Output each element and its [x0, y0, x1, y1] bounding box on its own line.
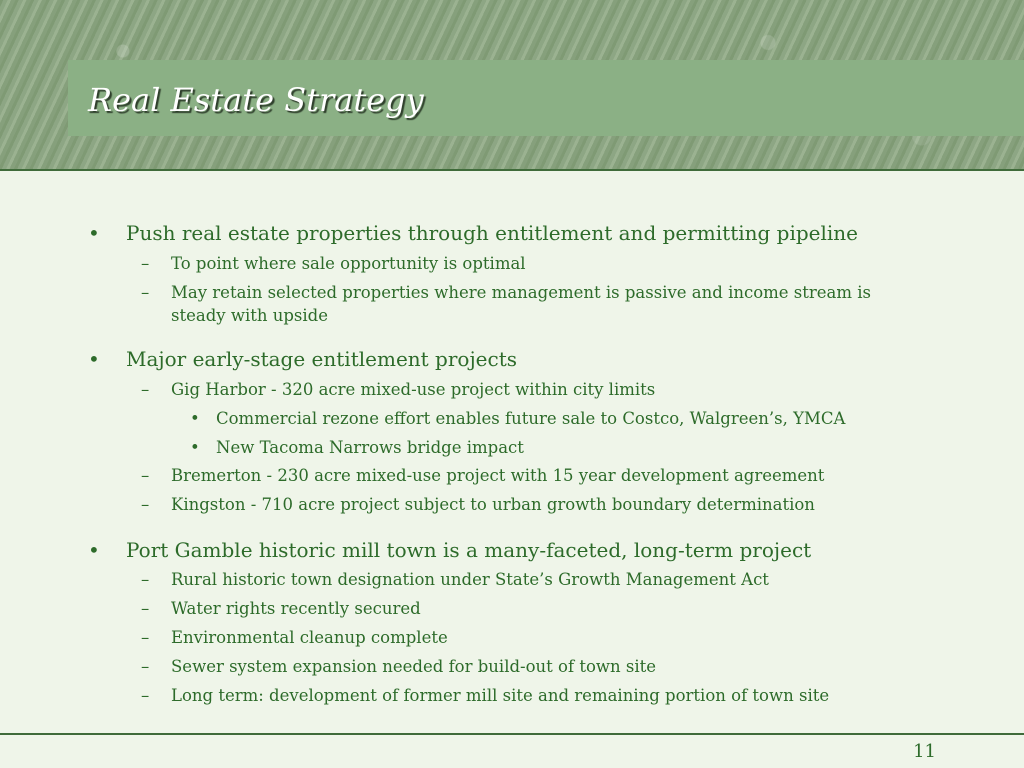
- sub-bullet-item: [141, 493, 991, 516]
- page-number: 11: [913, 741, 936, 762]
- bullet-text: Push real estate properties through entitlement and permitting pipeline: [126, 221, 859, 245]
- sub-sub-bullet-item: [190, 407, 1006, 430]
- sub-bullet-text: Water rights recently secured: [171, 599, 421, 618]
- dash-marker: –: [141, 657, 150, 676]
- sub-bullet-item: [141, 597, 971, 620]
- sub-bullet-text: Long term: development of former mill site and remaining portion of town site: [171, 686, 830, 705]
- dash-marker: –: [141, 570, 150, 589]
- sub-bullet-item: [141, 464, 991, 487]
- sub-bullet-item: [141, 684, 991, 707]
- sub-bullet-item: [141, 655, 971, 678]
- dash-marker: –: [141, 628, 150, 647]
- sub-sub-bullet-item: [190, 436, 1006, 459]
- sub-bullet-text: To point where sale opportunity is optimal: [171, 254, 526, 273]
- bullet-item: [88, 538, 986, 562]
- bullet-text: Major early-stage entitlement projects: [126, 347, 517, 371]
- bullet-marker: •: [88, 221, 100, 245]
- sub-bullet-item: [141, 378, 971, 401]
- dash-marker: –: [141, 380, 150, 399]
- sub-sub-bullet-text: New Tacoma Narrows bridge impact: [216, 438, 524, 457]
- sub-bullet-text: Bremerton - 230 acre mixed-use project with 15 year development agreement: [171, 466, 825, 485]
- sub-bullet-item: [141, 252, 951, 275]
- dash-marker: –: [141, 283, 150, 302]
- sub-bullet-item: [141, 626, 971, 649]
- sub-bullet-item: [141, 568, 971, 591]
- sub-bullet-text: Environmental cleanup complete: [171, 628, 448, 647]
- small-bullet-marker: •: [190, 409, 200, 428]
- dash-marker: –: [141, 254, 150, 273]
- sub-bullet-text: Gig Harbor - 320 acre mixed-use project within city limits: [171, 380, 656, 399]
- sub-sub-bullet-text: Commercial rezone effort enables future sale to Costco, Walgreen’s, YMCA: [216, 409, 846, 428]
- bullet-item: [88, 347, 986, 371]
- bullet-item: [88, 221, 986, 245]
- sub-bullet-text: Kingston - 710 acre project subject to urban growth boundary determination: [171, 495, 815, 514]
- dash-marker: –: [141, 686, 150, 705]
- bullet-text: Port Gamble historic mill town is a many-faceted, long-term project: [126, 538, 812, 562]
- footer-divider: [0, 733, 1024, 735]
- bullet-marker: •: [88, 347, 100, 371]
- sub-bullet-text: Sewer system expansion needed for build-out of town site: [171, 657, 657, 676]
- dash-marker: –: [141, 599, 150, 618]
- dash-marker: –: [141, 495, 150, 514]
- sub-bullet-text: Rural historic town designation under State’s Growth Management Act: [171, 570, 769, 589]
- slide-title: Real Estate Strategy: [88, 81, 424, 119]
- dash-marker: –: [141, 466, 150, 485]
- sub-bullet-item: [141, 281, 891, 327]
- bullet-marker: •: [88, 538, 100, 562]
- small-bullet-marker: •: [190, 438, 200, 457]
- sub-bullet-text: May retain selected properties where management is passive and income stream is steady with upside: [171, 283, 872, 325]
